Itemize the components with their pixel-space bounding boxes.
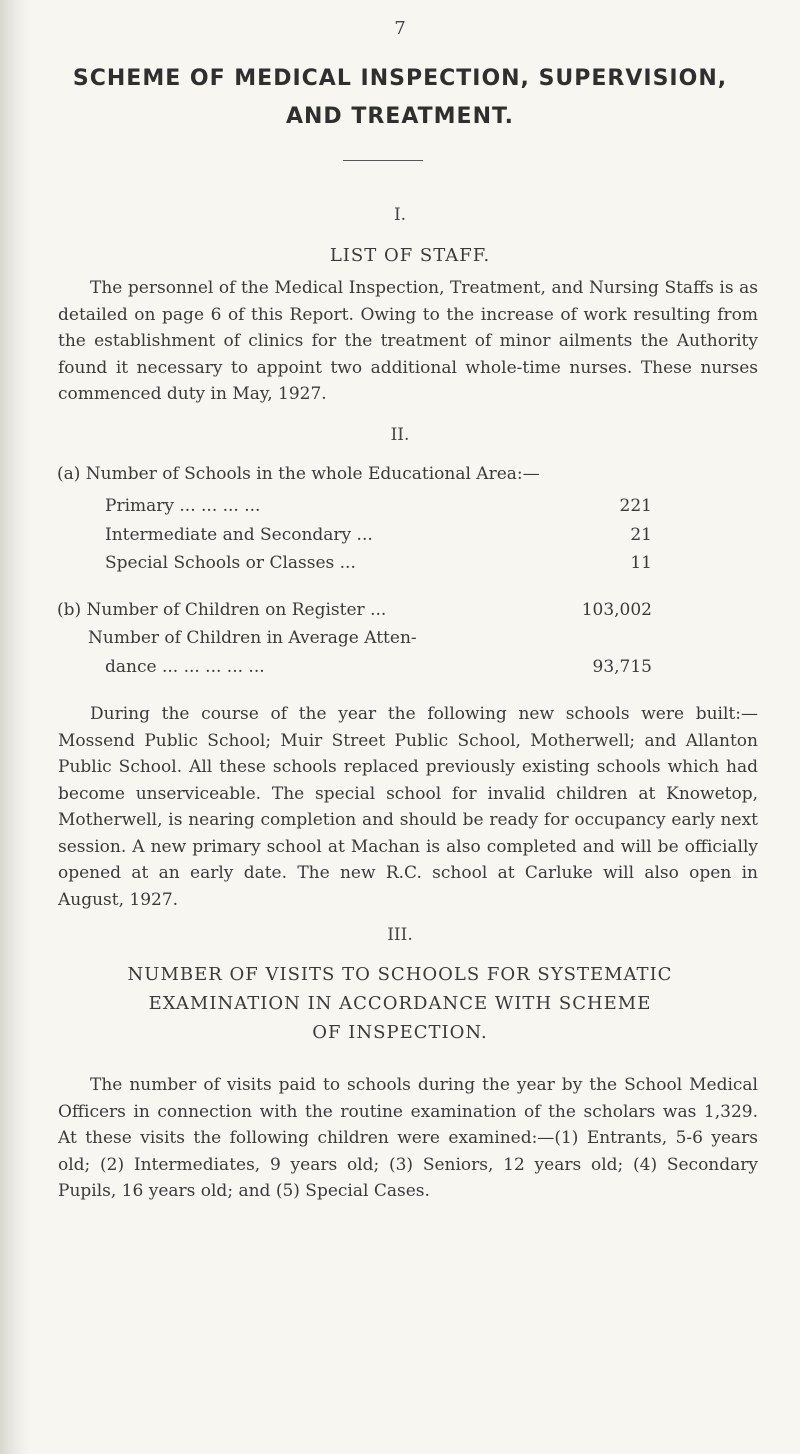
section-3-heading-line-2: EXAMINATION IN ACCORDANCE WITH SCHEME: [148, 993, 652, 1014]
schools-primary-value: 221: [619, 496, 652, 516]
attendance-value: 93,715: [592, 657, 652, 677]
section-3-heading-line-1: NUMBER OF VISITS TO SCHOOLS FOR SYSTEMATIC: [127, 964, 673, 985]
schools-intermediate-label: Intermediate and Secondary ...: [105, 525, 373, 545]
page-number: 7: [394, 18, 406, 39]
section-3-number: III.: [387, 925, 413, 945]
section-1-heading: LIST OF STAFF.: [329, 245, 491, 266]
register-value: 103,002: [581, 600, 652, 620]
section-2-number: II.: [390, 425, 410, 445]
schools-primary-label: Primary ... ... ... ...: [105, 496, 261, 516]
schools-intermediate-value: 21: [630, 525, 652, 545]
section-3-heading-line-3: OF INSPECTION.: [312, 1022, 488, 1043]
title-line-1: SCHEME OF MEDICAL INSPECTION, SUPERVISION,: [72, 66, 728, 91]
title-divider: [343, 160, 423, 161]
section-3-heading: [40, 960, 760, 1047]
section-1-paragraph: The personnel of the Medical Inspection, Treatment, and Nursing Staffs is as detailed on page 6 of this Report. Owing to the increase of work resulting from the establishment of clinics for the treatment of minor ailments the Authority found it necessary to appoint two additional whole-time nurses. These nurses commenced duty in May, 1927.: [58, 278, 758, 404]
section-1-number: I.: [393, 205, 407, 225]
title-line-2: AND TREATMENT.: [285, 104, 515, 129]
schools-special-label: Special Schools or Classes ...: [105, 553, 356, 573]
schools-special-value: 11: [630, 553, 652, 573]
page-title: [40, 60, 760, 136]
section-2-paragraph: During the course of the year the following new schools were built:—Mossend Public School; Muir Street Public School, Motherwell; and Allanton Public School. All these schools replaced previously existing schools which had become unserviceable. The special school for invalid children at Knowetop, Motherwell, is nearing completion and should be ready for occupancy early next session. A new primary school at Machan is also completed and will be officially opened at an early date. The new R.C. school at Carluke will also open in August, 1927.: [58, 704, 758, 910]
schools-intro: (a) Number of Schools in the whole Educational Area:—: [57, 464, 540, 484]
attendance-label-line-2: dance ... ... ... ... ...: [105, 657, 265, 677]
section-3-paragraph: The number of visits paid to schools during the year by the School Medical Officers in connection with the routine examination of the scholars was 1,329. At these visits the following children were examined:—(1) Entrants, 5-6 years old; (2) Intermediates, 9 years old; (3) Seniors, 12 years old; (4) Secondary Pupils, 16 years old; and (5) Special Cases.: [58, 1075, 758, 1201]
attendance-label-line-1: Number of Children in Average Atten-: [88, 628, 417, 648]
register-label: (b) Number of Children on Register ...: [57, 600, 387, 620]
